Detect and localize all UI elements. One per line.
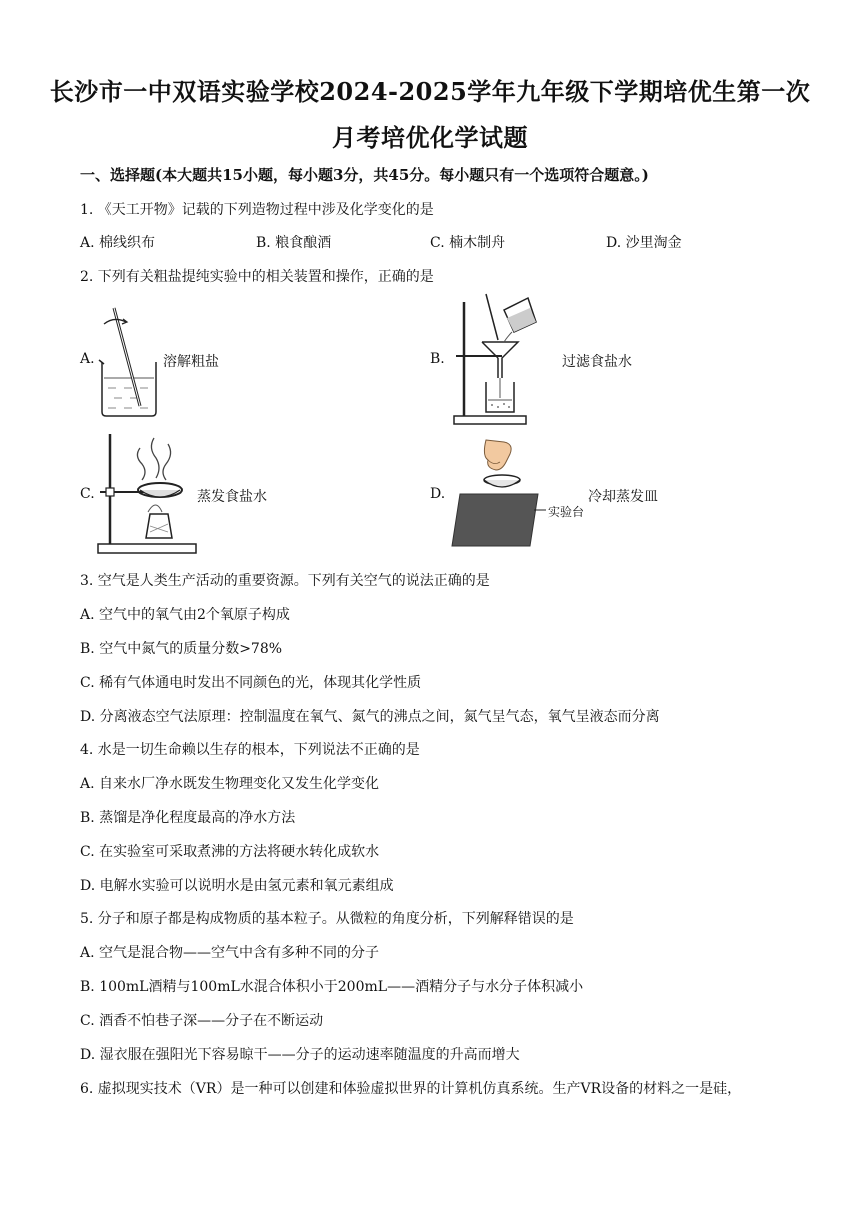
page-title-line2: 月考培优化学试题 [332,123,528,152]
question-4-option-b: B. 蒸馏是净化程度最高的净水方法 [80,810,296,826]
question-1-option-c: C. 楠木制舟 [430,235,506,251]
question-2-option-c-caption: 蒸发食盐水 [197,489,267,505]
question-3-option-a: A. 空气中的氧气由2个氧原子构成 [80,607,290,623]
question-2-option-c-letter: C. [80,486,95,502]
question-3-option-b: B. 空气中氮气的质量分数>78% [80,641,283,657]
question-3-option-d: D. 分离液态空气法原理：控制温度在氧气、氮气的沸点之间，氮气呈气态，氧气呈液态而分离 [80,709,660,725]
question-2-option-d-letter: D. [430,486,446,502]
question-5-option-c: C. 酒香不怕巷子深——分子在不断运动 [80,1013,324,1029]
question-5-option-a: A. 空气是混合物——空气中含有多种不同的分子 [80,945,380,961]
question-3-option-c: C. 稀有气体通电时发出不同颜色的光，体现其化学性质 [80,675,422,691]
question-4-option-d: D. 电解水实验可以说明水是由氢元素和氧元素组成 [80,878,394,894]
question-1-option-b: B. 粮食酿酒 [256,235,332,251]
question-1-option-d: D. 沙里淘金 [606,235,682,251]
question-4-stem: 4. 水是一切生命赖以生存的根本，下列说法不正确的是 [80,742,420,758]
lab-bench-label: 实验台 [548,505,585,519]
evaporation-apparatus-figure [96,428,200,556]
question-2-option-b-caption: 过滤食盐水 [562,354,632,370]
question-4-option-a: A. 自来水厂净水既发生物理变化又发生化学变化 [80,776,380,792]
question-4-option-c: C. 在实验室可采取煮沸的方法将硬水转化成软水 [80,844,380,860]
filtration-apparatus-figure [452,292,542,428]
question-1-option-a: A. 棉线织布 [80,235,156,251]
question-2-option-a-letter: A. [80,351,95,367]
section-heading: 一、选择题(本大题共15小题，每小题3分，共45分。每小题只有一个选项符合题意。) [80,166,649,184]
evaporating-dish-on-bench-figure [450,436,550,548]
question-2-stem: 2. 下列有关粗盐提纯实验中的相关装置和操作，正确的是 [80,269,434,285]
question-2-option-d-caption: 冷却蒸发皿 [588,489,658,505]
question-6-stem: 6. 虚拟现实技术（VR）是一种可以创建和体验虚拟世界的计算机仿真系统。生产VR设备的材料之一是硅， [80,1081,742,1097]
question-2-option-a-caption: 溶解粗盐 [163,354,219,370]
question-2-option-b-letter: B. [430,351,445,367]
question-5-stem: 5. 分子和原子都是构成物质的基本粒子。从微粒的角度分析，下列解释错误的是 [80,911,574,927]
question-1-stem: 1. 《天工开物》记载的下列造物过程中涉及化学变化的是 [80,202,434,218]
question-5-option-d: D. 湿衣服在强阳光下容易晾干——分子的运动速率随温度的升高而增大 [80,1047,520,1063]
page-title-line1: 长沙市一中双语实验学校2024-2025学年九年级下学期培优生第一次 [49,77,811,106]
question-3-stem: 3. 空气是人类生产活动的重要资源。下列有关空气的说法正确的是 [80,573,490,589]
question-5-option-b: B. 100mL酒精与100mL水混合体积小于200mL——酒精分子与水分子体积减小 [80,979,584,995]
beaker-stirring-figure [96,302,166,420]
